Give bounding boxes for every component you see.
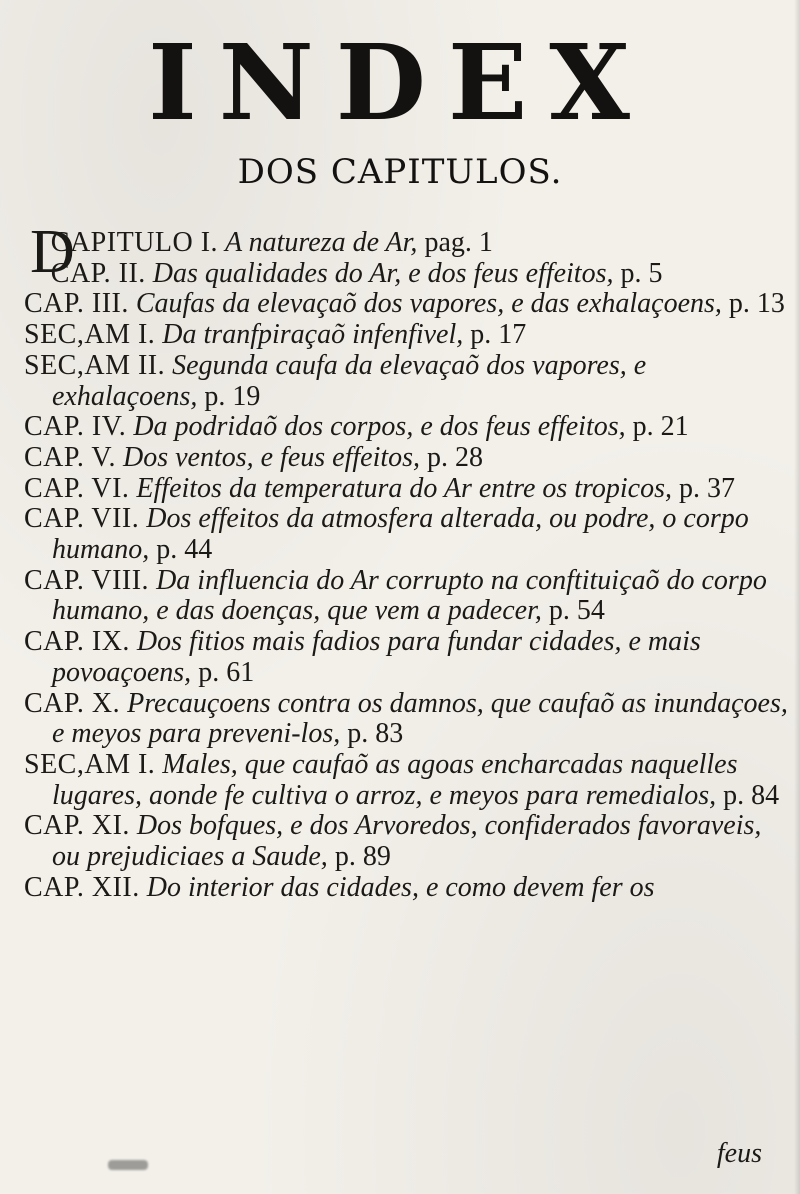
section-title: Segunda caufa da elevaçaõ dos vapores, e exhalaçoens, <box>52 349 647 412</box>
chapter-title: Da influencia do Ar corrupto na conftituiçaõ do corpo humano, e das doenças, que vem a padecer, <box>52 564 767 627</box>
page-ref: p. 83 <box>347 718 404 750</box>
chapter-title: Dos bofques, e dos Arvoredos, confiderados favoraveis, ou prejudiciaes a Saude, <box>52 810 762 873</box>
section-entry <box>24 320 792 351</box>
chapter-label: CAP. IX. <box>24 626 130 658</box>
chapter-label: CAP. VI. <box>24 472 130 504</box>
drop-cap: D <box>30 218 75 286</box>
chapter-entry <box>24 811 792 872</box>
page-ref: p. 37 <box>679 472 736 504</box>
chapter-title: Caufas da elevaçaõ dos vapores, e das exhalaçoens, <box>135 288 722 320</box>
chapter-title: Dos effeitos da atmosfera alterada, ou podre, o corpo humano, <box>52 503 749 566</box>
chapter-label: CAP. XI. <box>24 810 130 842</box>
chapter-label: CAP. V. <box>24 441 116 473</box>
chapter-entry <box>24 689 792 750</box>
page-ref: p. 28 <box>427 441 484 473</box>
section-title: Da tranfpiraçaõ infenfivel, <box>162 319 464 351</box>
section-title: Males, que caufaõ as agoas encharcadas naquelles lugares, aonde fe cultiva o arroz, e meyos para remedialos, <box>52 748 738 811</box>
chapter-title: Precauçoens contra os damnos, que caufaõ as inundaçoes, e meyos para preveni-los, <box>52 687 788 750</box>
section-label: SEC,AM II. <box>24 349 166 381</box>
page-ref: p. 61 <box>198 656 255 688</box>
chapter-label: CAP. IV. <box>24 411 127 443</box>
chapter-title: Das qualidades do Ar, e dos feus effeitos, <box>152 257 614 289</box>
chapter-label: CAP. VIII. <box>24 564 150 596</box>
section-label: SEC,AM I. <box>24 748 156 780</box>
chapter-entry <box>24 566 792 627</box>
page-ref: p. 17 <box>470 319 527 351</box>
chapter-entry <box>24 289 792 320</box>
chapter-title: Do interior das cidades, e como devem fer os <box>146 871 655 903</box>
chapter-label: CAPITULO I. <box>50 227 219 258</box>
page-ref: pag. 1 <box>424 227 493 258</box>
chapter-entry <box>24 474 792 505</box>
section-entry <box>24 351 792 412</box>
chapter-label: CAP. III. <box>24 288 129 320</box>
chapter-list <box>24 218 792 903</box>
chapter-label: CAP. VII. <box>24 503 140 535</box>
index-title: INDEX <box>148 21 652 144</box>
chapter-label: CAP. XII. <box>24 871 140 903</box>
section-label: SEC,AM I. <box>24 319 156 351</box>
chapter-entry <box>24 443 792 474</box>
chapter-entry <box>24 504 792 565</box>
section-entry <box>24 750 792 811</box>
page-ref: p. 44 <box>156 534 213 566</box>
page-ref: p. 5 <box>620 257 663 289</box>
page-ref: p. 54 <box>548 595 605 627</box>
chapter-title: Da podridaõ dos corpos, e dos feus effeitos, <box>133 411 626 443</box>
chapter-entry <box>24 873 792 904</box>
chapter-entry <box>24 627 792 688</box>
chapter-entry <box>24 259 792 290</box>
page-ref: p. 84 <box>723 779 780 811</box>
page-ref: p. 13 <box>728 288 785 320</box>
catchword: feus <box>716 1138 762 1169</box>
chapter-title: Dos ventos, e feus effeitos, <box>122 441 421 473</box>
ink-smudge <box>108 1160 148 1170</box>
chapter-title: A natureza de Ar, <box>225 227 418 258</box>
index-subtitle: DOS CAPITULOS. <box>237 152 563 192</box>
page-ref: p. 89 <box>334 841 391 873</box>
chapter-title: Dos fitios mais fadios para fundar cidades, e mais povoaçoens, <box>52 626 701 688</box>
page-ref: p. 19 <box>204 380 261 412</box>
page-ref: p. 21 <box>632 411 689 443</box>
chapter-title: Effeitos da temperatura do Ar entre os tropicos, <box>136 472 673 504</box>
chapter-label: CAP. X. <box>24 687 121 719</box>
chapter-label: CAP. II. <box>50 257 146 289</box>
chapter-entry <box>24 412 792 443</box>
